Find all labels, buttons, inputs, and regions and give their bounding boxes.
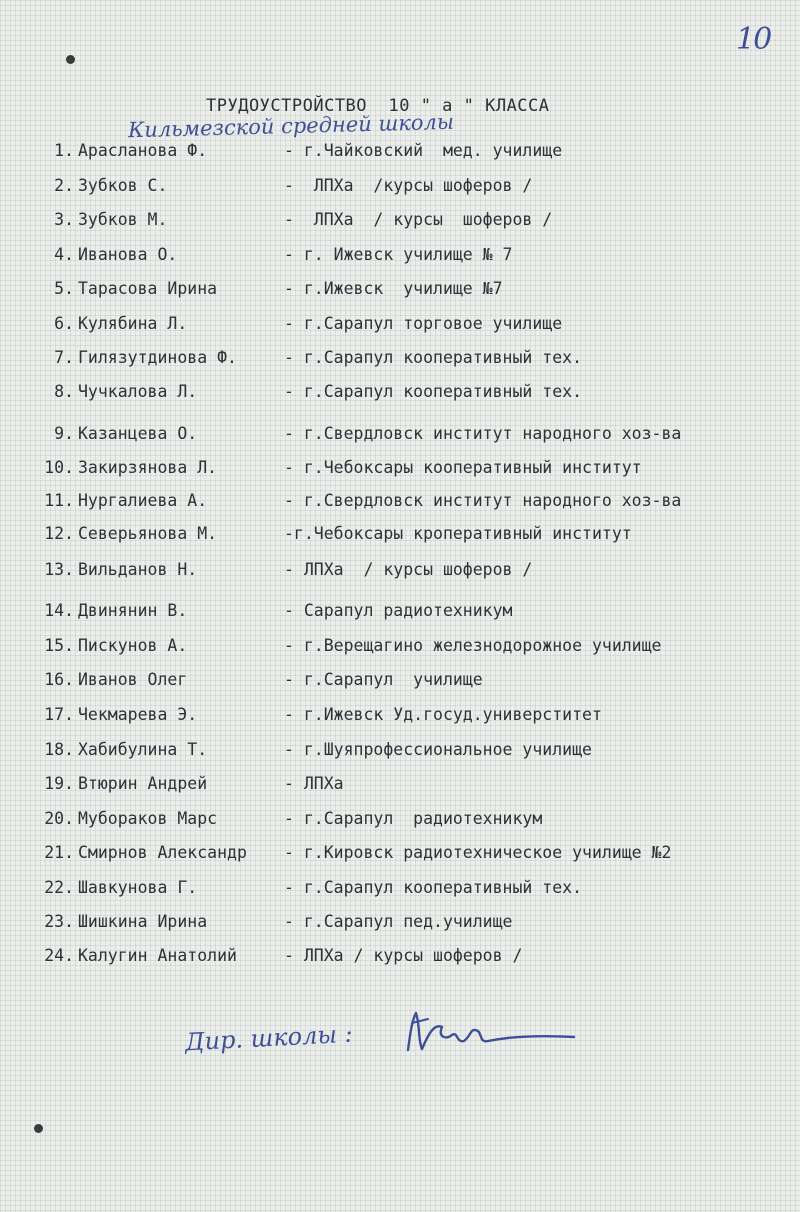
student-destination: - г.Сарапул кооперативный тех. — [284, 878, 583, 897]
student-destination: - г.Чебоксары кооперативный институт — [284, 458, 642, 477]
binder-hole-bottom — [34, 1124, 43, 1133]
student-name: Мубораков Марс — [78, 809, 218, 828]
student-name: Хабибулина Т. — [78, 740, 208, 759]
student-destination: - г. Ижевск училище № 7 — [284, 245, 513, 264]
student-name: Закирзянова Л. — [78, 458, 218, 477]
student-number: 12. — [44, 524, 74, 543]
student-number: 23. — [44, 912, 74, 931]
document-title: ТРУДОУСТРОЙСТВО 10 " а " КЛАССА — [206, 96, 550, 116]
student-number: 10. — [44, 458, 74, 477]
student-destination: - г.Свердловск институт народного хоз-ва — [284, 491, 682, 510]
student-name: Зубков С. — [78, 176, 168, 195]
student-name: Северьянова М. — [78, 524, 218, 543]
student-name: Чучкалова Л. — [78, 382, 198, 401]
student-destination: - г.Чайковский мед. училище — [284, 141, 563, 160]
student-number: 24. — [44, 946, 74, 965]
student-number: 13. — [44, 560, 74, 579]
student-number: 17. — [44, 705, 74, 724]
student-number: 8. — [54, 382, 74, 401]
binder-hole-top — [66, 55, 75, 64]
student-name: Калугин Анатолий — [78, 946, 237, 965]
student-number: 2. — [54, 176, 74, 195]
student-destination: - г.Верещагино железнодорожное училище — [284, 636, 662, 655]
student-destination: - г.Кировск радиотехническое училище №2 — [284, 843, 672, 862]
student-name: Арасланова Ф. — [78, 141, 208, 160]
director-signature — [398, 1005, 588, 1065]
student-destination: - ЛПХа /курсы шоферов / — [284, 176, 533, 195]
student-number: 19. — [44, 774, 74, 793]
student-name: Иванов Олег — [78, 670, 188, 689]
student-destination: - г.Сарапул училище — [284, 670, 483, 689]
student-destination: - г.Свердловск институт народного хоз-ва — [284, 424, 682, 443]
student-destination: - г.Сарапул радиотехникум — [284, 809, 543, 828]
student-destination: -г.Чебоксары кроперативный институт — [284, 524, 632, 543]
student-number: 7. — [54, 348, 74, 367]
student-destination: - г.Сарапул торговое училище — [284, 314, 563, 333]
student-number: 6. — [54, 314, 74, 333]
student-destination: - г.Ижевск Уд.госуд.универститет — [284, 705, 602, 724]
student-name: Кулябина Л. — [78, 314, 188, 333]
student-name: Втюрин Андрей — [78, 774, 208, 793]
student-name: Нургалиева А. — [78, 491, 208, 510]
student-destination: - Сарапул радиотехникум — [284, 601, 513, 620]
student-name: Тарасова Ирина — [78, 279, 218, 298]
student-destination: - ЛПХа — [284, 774, 344, 793]
student-number: 11. — [44, 491, 74, 510]
student-number: 18. — [44, 740, 74, 759]
student-name: Казанцева О. — [78, 424, 198, 443]
student-number: 4. — [54, 245, 74, 264]
student-destination: - г.Сарапул кооперативный тех. — [284, 348, 583, 367]
page-number: 10 — [736, 22, 771, 57]
student-name: Шавкунова Г. — [78, 878, 198, 897]
student-destination: - г.Ижевск училище №7 — [284, 279, 503, 298]
student-number: 1. — [54, 141, 74, 160]
student-destination: - ЛПХа / курсы шоферов / — [284, 946, 523, 965]
school-name-handwritten: Кильмезской средней школы — [127, 109, 455, 143]
student-name: Чекмарева Э. — [78, 705, 198, 724]
student-name: Шишкина Ирина — [78, 912, 208, 931]
student-number: 16. — [44, 670, 74, 689]
student-name: Зубков М. — [78, 210, 168, 229]
student-name: Вильданов Н. — [78, 560, 198, 579]
student-number: 14. — [44, 601, 74, 620]
student-name: Иванова О. — [78, 245, 178, 264]
student-number: 15. — [44, 636, 74, 655]
student-destination: - ЛПХа / курсы шоферов / — [284, 210, 553, 229]
student-number: 21. — [44, 843, 74, 862]
student-number: 3. — [54, 210, 74, 229]
student-number: 20. — [44, 809, 74, 828]
student-destination: - ЛПХа / курсы шоферов / — [284, 560, 533, 579]
student-destination: - г.Сарапул пед.училище — [284, 912, 513, 931]
signature-label: Дир. школы : — [184, 1019, 354, 1057]
student-destination: - г.Сарапул кооперативный тех. — [284, 382, 583, 401]
student-destination: - г.Шуяпрофессиональное училище — [284, 740, 592, 759]
student-name: Пискунов А. — [78, 636, 188, 655]
student-name: Гилязутдинова Ф. — [78, 348, 237, 367]
student-number: 22. — [44, 878, 74, 897]
student-name: Двинянин В. — [78, 601, 188, 620]
student-number: 9. — [54, 424, 74, 443]
student-name: Смирнов Александр — [78, 843, 247, 862]
student-number: 5. — [54, 279, 74, 298]
